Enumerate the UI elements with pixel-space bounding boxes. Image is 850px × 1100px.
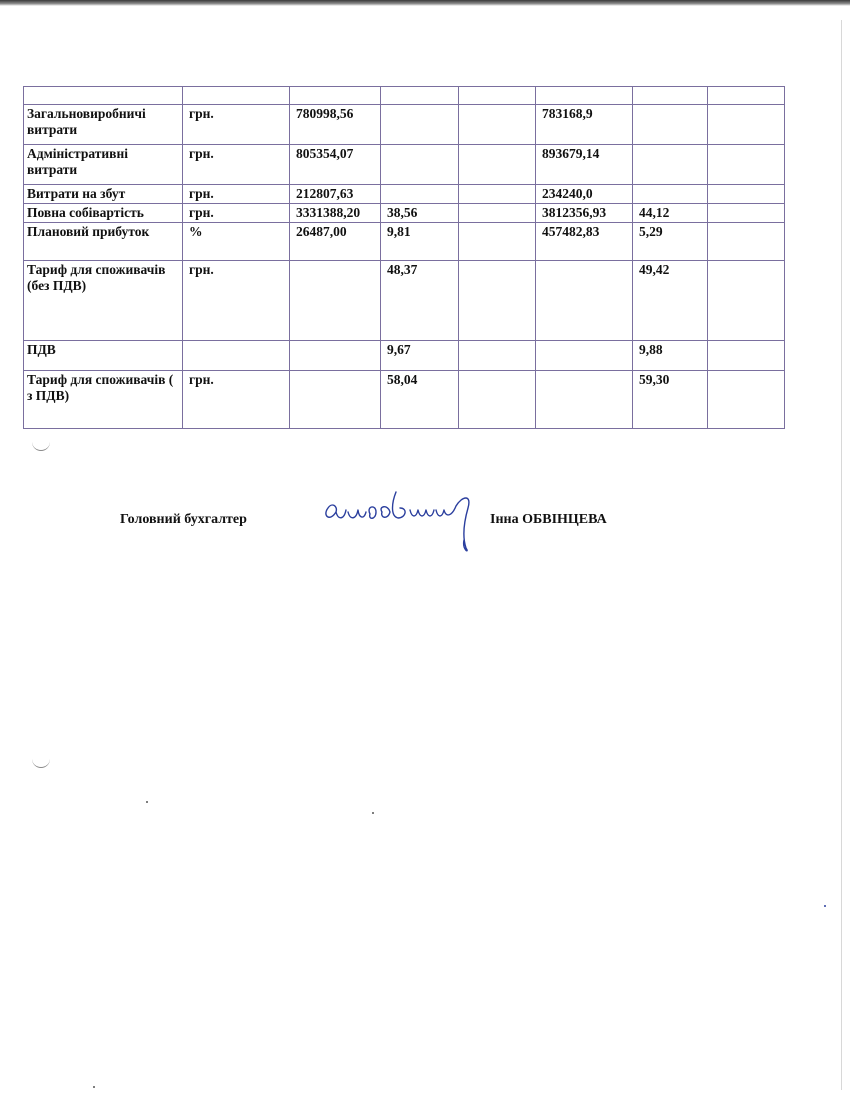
value-cell (381, 105, 459, 145)
table-cell (633, 87, 708, 105)
value-cell: 44,12 (633, 204, 708, 223)
unit-cell (183, 341, 290, 371)
row-label: Тариф для споживачів (без ПДВ) (24, 261, 183, 341)
row-label: Загальновиробничі витрати (24, 105, 183, 145)
unit-cell: грн. (183, 185, 290, 204)
value-cell: 9,81 (381, 223, 459, 261)
scan-speck (93, 1086, 95, 1088)
row-label: Тариф для споживачів ( з ПДВ) (24, 371, 183, 429)
value-cell: 59,30 (633, 371, 708, 429)
row-label: Адміністративні витрати (24, 145, 183, 185)
row-label: Витрати на збут (24, 185, 183, 204)
hole-punch-mark (32, 440, 50, 451)
value-cell: 780998,56 (290, 105, 381, 145)
value-cell: 3331388,20 (290, 204, 381, 223)
table-cell (536, 87, 633, 105)
signatory-title: Головний бухгалтер (120, 512, 247, 527)
value-cell: 5,29 (633, 223, 708, 261)
value-cell (708, 145, 785, 185)
value-cell (459, 145, 536, 185)
value-cell: 58,04 (381, 371, 459, 429)
value-cell: 9,67 (381, 341, 459, 371)
scan-speck (372, 812, 374, 814)
unit-cell: грн. (183, 204, 290, 223)
table-cell (24, 87, 183, 105)
value-cell (459, 371, 536, 429)
table-cell (183, 87, 290, 105)
hole-punch-mark (32, 757, 50, 768)
row-label: Повна собівартість (24, 204, 183, 223)
scan-edge-top (0, 0, 850, 6)
unit-cell: грн. (183, 371, 290, 429)
signatory-name: Інна ОБВІНЦЕВА (490, 512, 607, 527)
table-row (24, 87, 785, 105)
value-cell: 9,88 (633, 341, 708, 371)
value-cell: 3812356,93 (536, 204, 633, 223)
value-cell (536, 261, 633, 341)
value-cell (536, 341, 633, 371)
value-cell (633, 185, 708, 204)
value-cell: 783168,9 (536, 105, 633, 145)
value-cell (381, 185, 459, 204)
value-cell (381, 145, 459, 185)
value-cell (290, 341, 381, 371)
scan-speck (146, 801, 148, 803)
tariff-table (23, 86, 785, 429)
value-cell: 893679,14 (536, 145, 633, 185)
value-cell (708, 341, 785, 371)
value-cell: 234240,0 (536, 185, 633, 204)
row-label: ПДВ (24, 341, 183, 371)
value-cell (459, 204, 536, 223)
table-cell (708, 87, 785, 105)
table-row (24, 145, 785, 185)
value-cell: 38,56 (381, 204, 459, 223)
value-cell (708, 105, 785, 145)
value-cell: 48,37 (381, 261, 459, 341)
table-row (24, 223, 785, 261)
value-cell (536, 371, 633, 429)
value-cell (708, 185, 785, 204)
value-cell (633, 105, 708, 145)
unit-cell: грн. (183, 145, 290, 185)
handwritten-signature (318, 488, 488, 558)
table-row (24, 185, 785, 204)
table-row (24, 204, 785, 223)
value-cell (459, 223, 536, 261)
value-cell (459, 185, 536, 204)
value-cell (708, 223, 785, 261)
value-cell (708, 371, 785, 429)
unit-cell: % (183, 223, 290, 261)
value-cell: 26487,00 (290, 223, 381, 261)
value-cell: 805354,07 (290, 145, 381, 185)
value-cell: 49,42 (633, 261, 708, 341)
scan-speck (824, 905, 826, 907)
value-cell (708, 261, 785, 341)
value-cell (290, 371, 381, 429)
value-cell: 457482,83 (536, 223, 633, 261)
table-cell (290, 87, 381, 105)
value-cell (459, 105, 536, 145)
value-cell (708, 204, 785, 223)
value-cell (459, 261, 536, 341)
table-row (24, 341, 785, 371)
row-label: Плановий прибуток (24, 223, 183, 261)
value-cell: 212807,63 (290, 185, 381, 204)
value-cell (459, 341, 536, 371)
table-cell (459, 87, 536, 105)
value-cell (290, 261, 381, 341)
table-row (24, 261, 785, 341)
table-cell (381, 87, 459, 105)
table-row (24, 105, 785, 145)
signature-block (0, 510, 850, 570)
unit-cell: грн. (183, 261, 290, 341)
table-row (24, 371, 785, 429)
unit-cell: грн. (183, 105, 290, 145)
value-cell (633, 145, 708, 185)
